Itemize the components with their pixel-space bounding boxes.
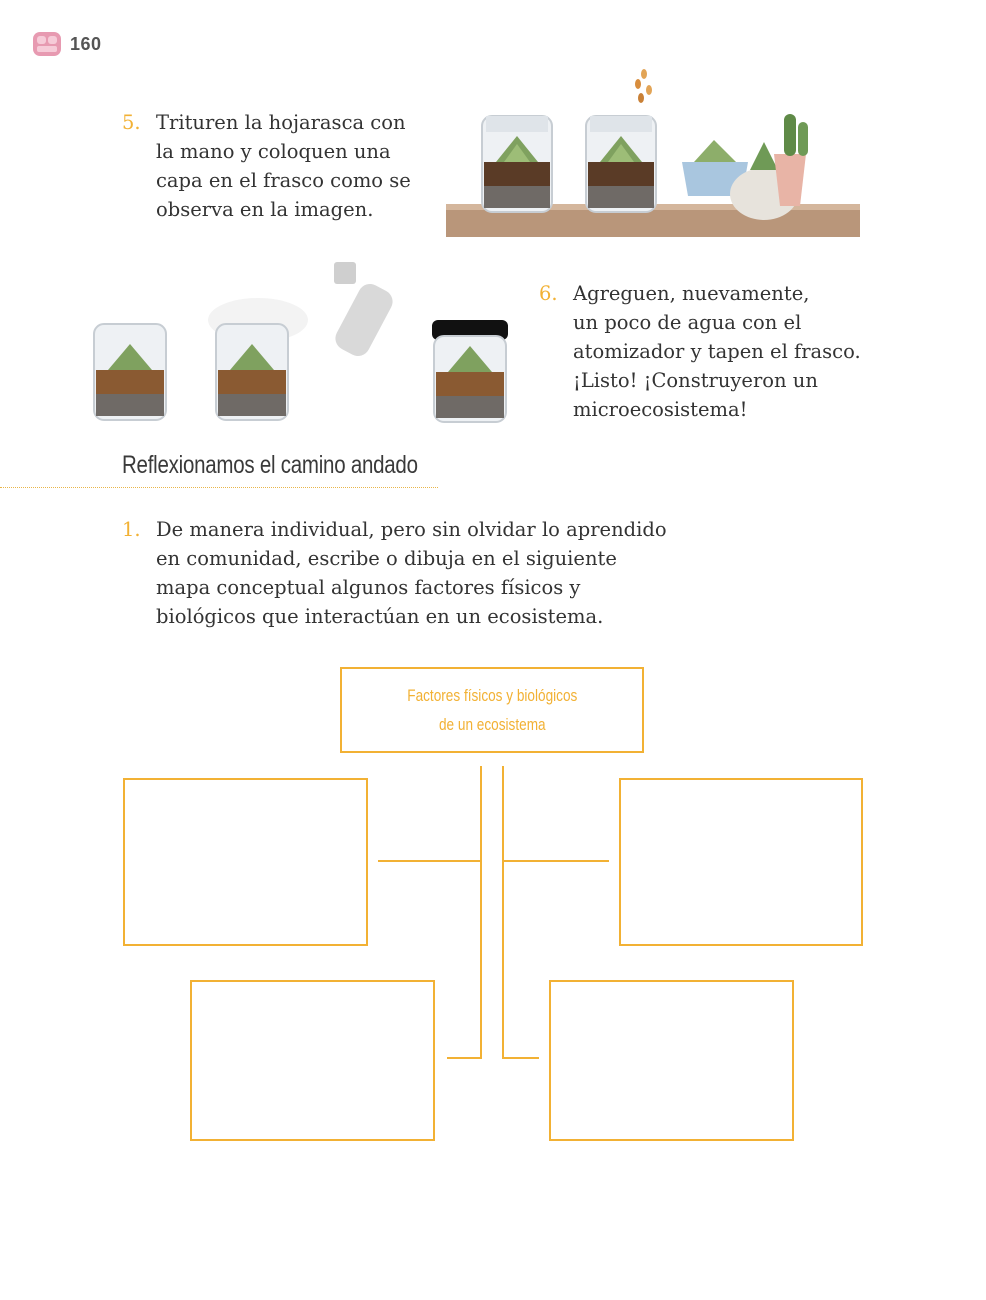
answer-box[interactable] [619, 778, 863, 946]
step-5 [122, 108, 432, 224]
section-title: Reflexionamos el camino andado [122, 451, 418, 479]
step-number: 6. [539, 282, 558, 305]
page-number: 160 [70, 33, 102, 54]
concept-map-title: Factores físicos y biológicos de un ecosistema [406, 686, 578, 734]
step-number: 5. [122, 111, 141, 134]
connector-line [502, 766, 504, 1059]
activity-1 [122, 515, 682, 631]
activity-text: De manera individual, pero sin olvidar lo aprendido en comunidad, escribe o dibuja en el siguiente mapa conceptual algunos factores físicos y biológicos que interactúan en un ecosistema. [156, 518, 667, 628]
answer-box[interactable] [190, 980, 435, 1141]
falling-leaves-icon [635, 69, 652, 103]
book-icon [32, 30, 62, 58]
activity-number: 1. [122, 518, 141, 541]
jars-on-shelf-illustration [446, 66, 862, 240]
jar-icon [586, 116, 656, 212]
connector-line [480, 766, 482, 1059]
answer-box[interactable] [123, 778, 368, 946]
connector-line [447, 1057, 482, 1059]
connector-line [378, 860, 482, 862]
page-header [32, 30, 102, 58]
jar-icon [94, 324, 166, 420]
jars-spray-illustration [88, 248, 520, 430]
answer-box[interactable] [549, 980, 794, 1141]
step-6 [539, 279, 879, 424]
jar-icon [482, 116, 552, 212]
concept-map-title-box [340, 667, 644, 753]
spray-bottle-icon [331, 262, 397, 360]
step-text: Trituren la hojarasca con la mano y coloquen una capa en el frasco como se observa en la imagen. [156, 111, 411, 221]
jar-with-lid-icon [432, 320, 508, 422]
connector-line [502, 1057, 539, 1059]
step-text: Agreguen, nuevamente, un poco de agua con el atomizador y tapen el frasco. ¡Listo! ¡Construyeron un microecosistema! [573, 282, 861, 421]
jar-icon [216, 324, 288, 420]
section-divider [0, 487, 438, 488]
connector-line [502, 860, 609, 862]
